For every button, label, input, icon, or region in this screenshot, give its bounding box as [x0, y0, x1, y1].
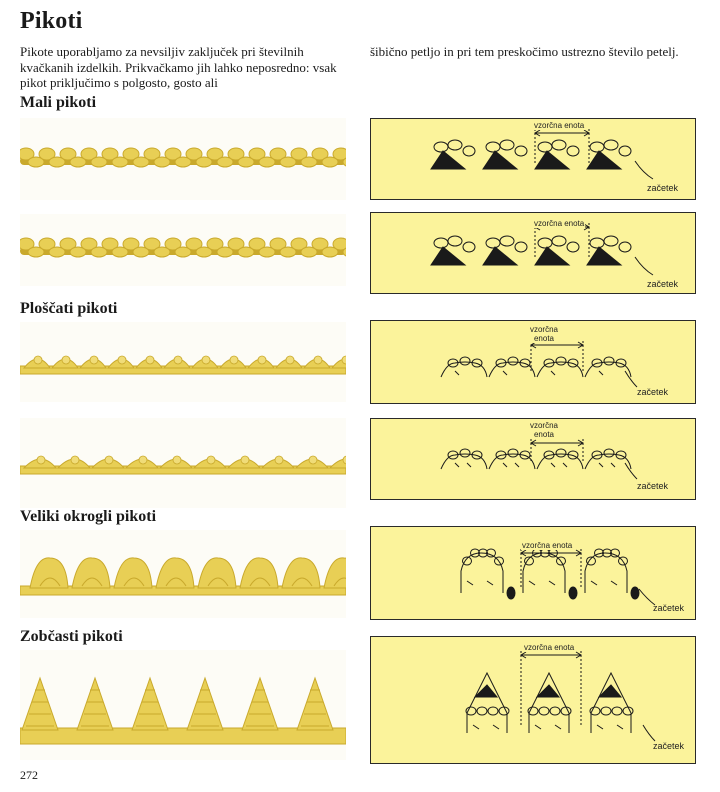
unit-label: vzorčna enota [522, 541, 573, 550]
start-label: začetek [647, 183, 679, 193]
yarn-edge-image [20, 322, 346, 402]
unit-label: vzorčna enota [534, 219, 585, 228]
diagram-mali-pikoti-2 [370, 212, 696, 294]
start-label: začetek [653, 741, 685, 751]
diagram-veliki-okrogli-pikoti [370, 526, 696, 620]
photo-ploscati-pikoti-1 [20, 322, 346, 402]
start-label: začetek [647, 279, 679, 289]
yarn-edge-image [20, 214, 346, 286]
diagram-zobcasti-pikoti [370, 636, 696, 764]
heading-veliki-okrogli-pikoti: Veliki okrogli pikoti [20, 508, 157, 525]
photo-zobcasti-pikoti [20, 650, 346, 760]
diagram-mali-pikoti-1 [370, 118, 696, 200]
unit-label: vzorčna enota [523, 325, 565, 343]
intro-text-right: šibično petljo in pri tem preskočimo ustrezno število petelj. [370, 44, 679, 59]
heading-ploscati-pikoti: Ploščati pikoti [20, 300, 118, 317]
start-label: začetek [637, 481, 669, 491]
photo-mali-pikoti-2 [20, 214, 346, 286]
diagram-ploscati-pikoti-1 [370, 320, 696, 404]
intro-text-left: Pikote uporabljamo za nevsiljiv zaključek pri številnih kvačkanih izdelkih. Prikvačkamo jih lahko neposredno: vsak pikot priključimo s polgosto, gosto ali [20, 44, 337, 90]
yarn-edge-image [20, 530, 346, 618]
unit-label: vzorčna enota [524, 643, 575, 652]
yarn-edge-image [20, 418, 346, 508]
unit-label: vzorčna enota [523, 421, 565, 439]
photo-veliki-okrogli-pikoti [20, 530, 346, 618]
yarn-edge-image [20, 118, 346, 200]
photo-ploscati-pikoti-2 [20, 418, 346, 508]
page-title: Pikoti [20, 8, 83, 34]
diagram-ploscati-pikoti-2 [370, 418, 696, 500]
page-number: 272 [20, 768, 38, 782]
start-label: začetek [653, 603, 685, 613]
photo-mali-pikoti-1 [20, 118, 346, 200]
unit-label: vzorčna enota [534, 121, 585, 130]
start-label: začetek [637, 387, 669, 397]
chart-symbols [371, 637, 697, 765]
yarn-edge-image [20, 650, 346, 760]
heading-mali-pikoti: Mali pikoti [20, 94, 97, 111]
heading-zobcasti-pikoti: Zobčasti pikoti [20, 628, 123, 645]
